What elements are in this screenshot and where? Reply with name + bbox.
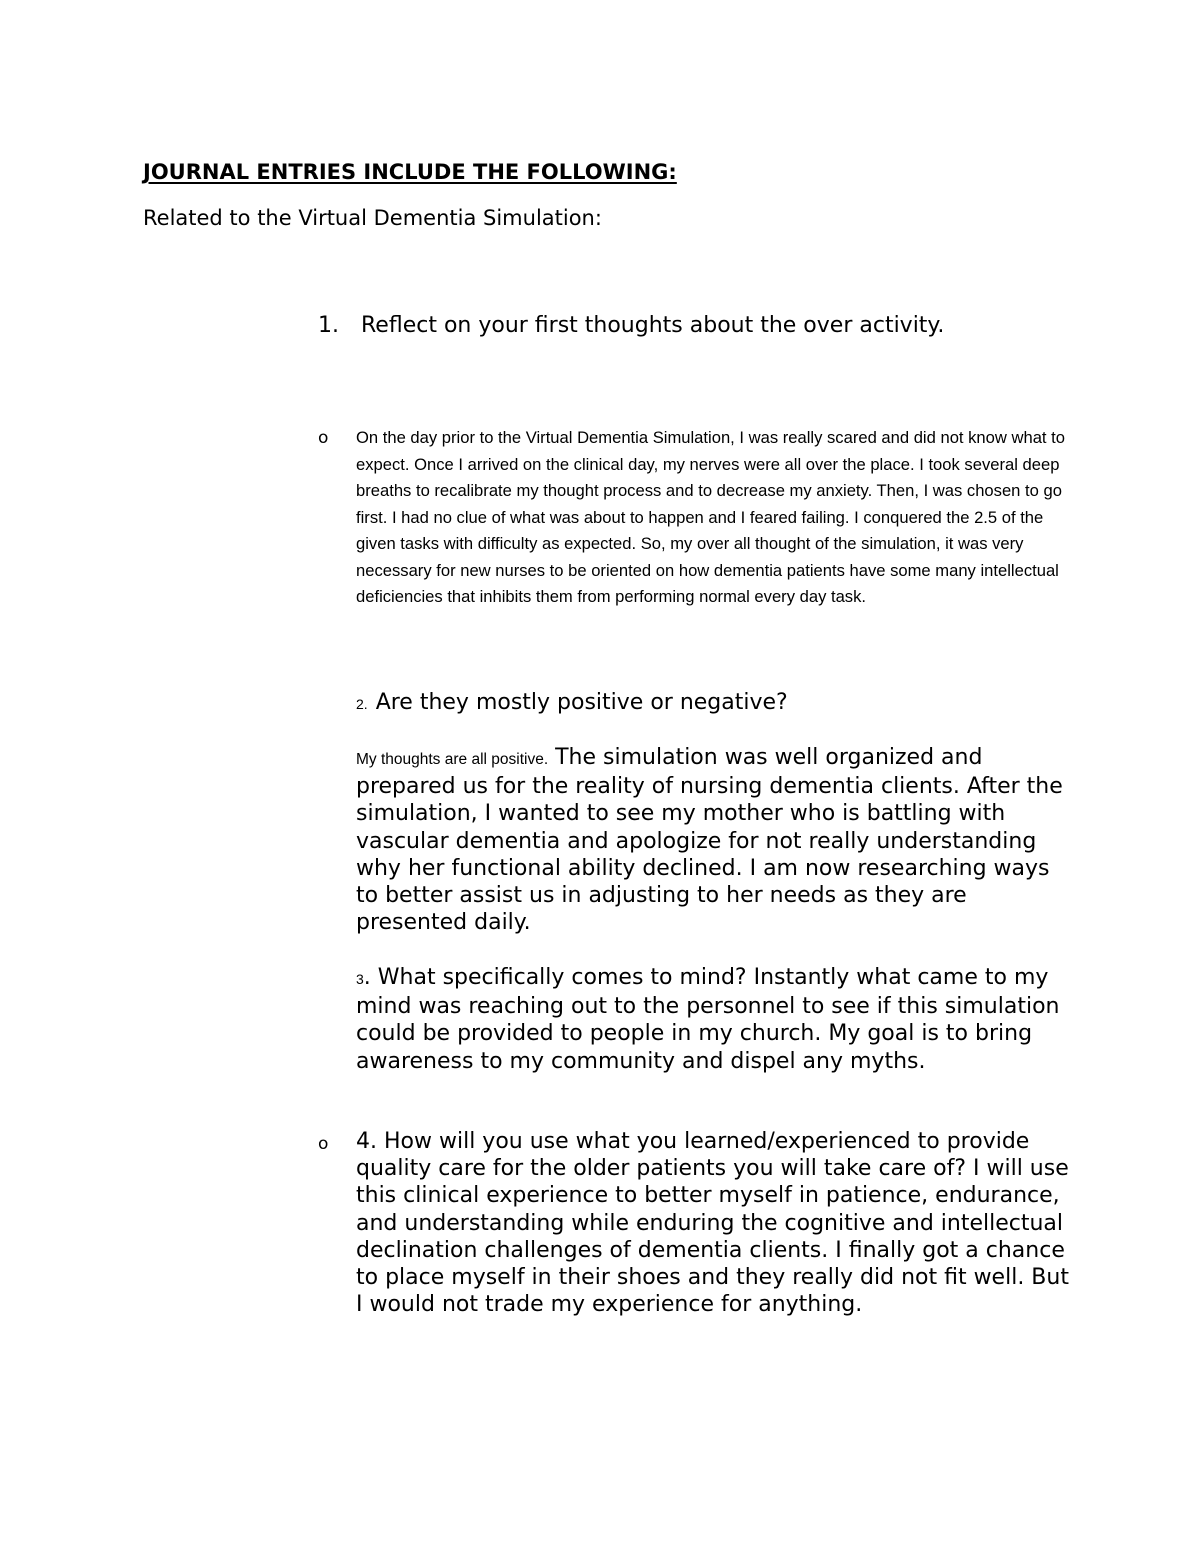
question-2-text: Are they mostly positive or negative? bbox=[375, 690, 788, 715]
answer-1-text: On the day prior to the Virtual Dementia Simulation, I was really scared and did not know what to expect. Once I arrived on the clinical day, my nerves were all over the place. I took several deep breaths to recalibrate my thought process and to decrease my anxiety. Then, I was chosen to go first. I had no clue of what was about to happen and I feared failing. I conquered the 2.5 of the given tasks with difficulty as expected. So, my over all thought of the simulation, it was very necessary for new nurses to be oriented on how dementia patients have some many intellectual deficiencies that inhibits them from performing normal every day task. bbox=[356, 428, 1065, 606]
answer-2-lead: My thoughts are all positive. bbox=[356, 751, 549, 768]
page-heading: JOURNAL ENTRIES INCLUDE THE FOLLOWING: bbox=[143, 160, 677, 184]
page-subheading: Related to the Virtual Dementia Simulation: bbox=[143, 206, 602, 230]
question-2-number: 2. bbox=[356, 696, 368, 712]
question-3-text: . What specifically comes to mind? Instantly what came to my mind was reaching out to the personnel to see if this simulation could be provided to people in my church. My goal is to bring awareness to my community and dispel any myths. bbox=[356, 965, 1060, 1074]
question-3 bbox=[356, 964, 1076, 1075]
question-1-number: 1. bbox=[318, 313, 339, 338]
question-1-text: Reflect on your first thoughts about the over activity. bbox=[361, 313, 945, 338]
answer-2-body: The simulation was well organized and prepared us for the reality of nursing dementia clients. After the simulation, I wanted to see my mother who is battling with vascular dementia and apologize for not really understanding why her functional ability declined. I am now researching ways to better assist us in adjusting to her needs as they are presented daily. bbox=[356, 745, 1063, 936]
question-4-text: 4. How will you use what you learned/experienced to provide quality care for the older patients you will take care of? I will use this clinical experience to better myself in patience, endurance, and understanding while enduring the cognitive and intellectual declination challenges of dementia clients. I finally got a chance to place myself in their shoes and they really did not fit well. But I would not trade my experience for anything. bbox=[356, 1129, 1069, 1318]
answer-1-bullet: o bbox=[318, 428, 329, 448]
question-2 bbox=[356, 690, 788, 715]
question-4-bullet: o bbox=[318, 1134, 329, 1154]
question-3-number: 3 bbox=[356, 971, 364, 987]
answer-2 bbox=[356, 744, 1076, 936]
